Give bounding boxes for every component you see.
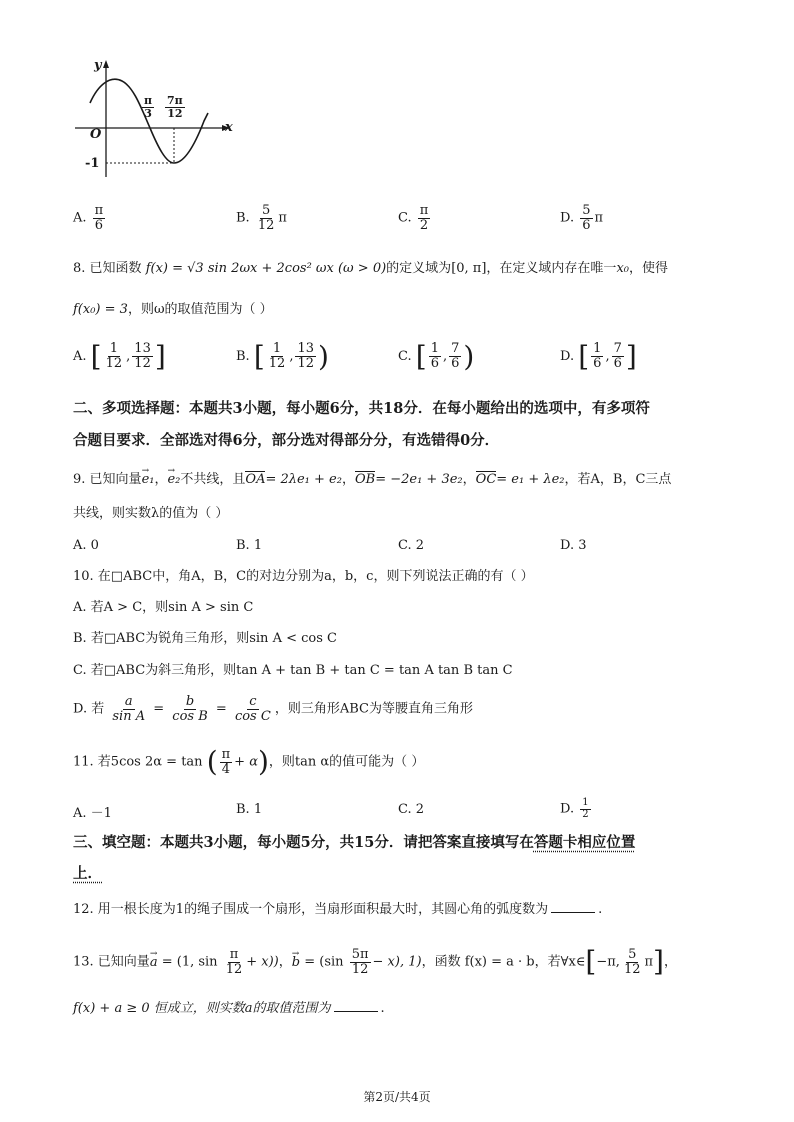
q10-option-a[interactable]: A. 若A > C，则sin A > sin C xyxy=(73,600,254,615)
q7-option-c[interactable] xyxy=(398,204,432,232)
bracket-right: ] xyxy=(154,340,166,373)
q13-stem-line1 xyxy=(73,945,677,979)
q9-oc-expr: = e₁ + λe₂ xyxy=(496,472,565,487)
y-axis-arrow xyxy=(103,60,109,68)
vector-oc: OC xyxy=(475,472,497,487)
q12-stem xyxy=(73,900,602,920)
graph-minus-one-label: -1 xyxy=(85,156,100,171)
q8-domain: [0, π] xyxy=(451,261,487,276)
option-fraction xyxy=(612,342,624,370)
paren-right: ) xyxy=(257,745,269,779)
section3-heading-emphasis: 答题卡相应位置 xyxy=(533,834,636,851)
q9-stem-line1 xyxy=(73,470,671,490)
q10-option-d[interactable] xyxy=(73,695,473,723)
frac-num: 1 xyxy=(272,341,282,357)
frac-num: 7 xyxy=(451,341,460,357)
frac-num: 7 xyxy=(613,341,622,357)
option-letter: B. xyxy=(236,210,250,226)
answer-blank[interactable] xyxy=(551,900,595,913)
q8-option-b[interactable]: B. [ $\frac{1}{12}$ , $\frac{13}{12}$ ) xyxy=(236,340,329,373)
q7-option-d[interactable] xyxy=(560,204,603,232)
section2-heading-line2: 合题目要求．全部选对得6分，部分选对得部分分，有选错得0分． xyxy=(73,432,500,449)
q9-option-a[interactable]: A. 0 xyxy=(73,538,99,553)
q8-x0: x₀ xyxy=(616,261,629,276)
graph-origin-label: O xyxy=(90,127,102,142)
option-letter: A. xyxy=(73,210,87,226)
frac-num: 13 xyxy=(297,341,314,357)
graph-x-label: x xyxy=(225,120,233,135)
q13-pre: 13. 已知向量 xyxy=(73,954,150,970)
question-number: 9. xyxy=(73,472,86,487)
bracket-left: [ xyxy=(578,340,590,373)
q11-option-b[interactable]: B. 1 xyxy=(236,802,263,817)
frac-num: 1 xyxy=(430,341,439,357)
frac-num: 5π xyxy=(351,947,369,962)
vector-oa: OA xyxy=(245,472,266,487)
q12-text: 12. 用一根长度为1的绳子围成一个扇形，当扇形面积最大时，其圆心角的弧度数为 xyxy=(73,902,549,917)
q13-function-text: ，函数 f(x) = a · b，若∀x∈ xyxy=(421,954,586,970)
q12-end: . xyxy=(598,902,603,917)
q9-t3: 不共线，且 xyxy=(180,472,246,487)
graph-y-label: y xyxy=(94,58,102,73)
option-letter: D. xyxy=(560,349,575,364)
q13-range-start: −π, xyxy=(596,954,620,970)
option-fraction xyxy=(104,342,125,370)
q13-a-eq: = (1, sin xyxy=(161,954,218,970)
option-letter: A. xyxy=(73,349,87,364)
graph-pi-third-label xyxy=(142,95,154,119)
frac-den: 6 xyxy=(613,356,622,371)
option-prefix: D. 若 xyxy=(73,701,105,717)
frac-num: π xyxy=(229,947,239,962)
q11-option-d[interactable] xyxy=(560,798,593,820)
option-fraction xyxy=(449,342,461,370)
frac-den: 2 xyxy=(582,808,589,820)
vector-b: → b xyxy=(292,953,300,973)
bracket-left: [ xyxy=(253,340,265,373)
option-fraction xyxy=(418,204,431,232)
q9-option-b[interactable]: B. 1 xyxy=(236,538,263,553)
q13-a-fraction xyxy=(224,948,245,976)
frac-den: 6 xyxy=(593,356,602,371)
option-fraction xyxy=(170,695,209,723)
option-letter: D. xyxy=(560,801,575,817)
q10-stem: 10. 在□ABC中，角A，B，C的对边分别为a，b，c，则下列说法正确的有（ ） xyxy=(73,569,534,584)
q13-b-eq: = (sin xyxy=(304,954,344,970)
q8-option-d[interactable]: D. [ $\frac{1}{6}$ , $\frac{7}{6}$ ] xyxy=(560,340,637,373)
q13-stem-line2 xyxy=(73,999,385,1019)
q8-option-c[interactable]: C. [ $\frac{1}{6}$ , $\frac{7}{6}$ ) xyxy=(398,340,475,373)
frac-den: 6 xyxy=(94,217,104,233)
q9-option-d[interactable]: D. 3 xyxy=(560,538,587,553)
option-fraction xyxy=(591,342,603,370)
vector-e2: → e₂ xyxy=(167,470,180,490)
q13-range-pi: π xyxy=(644,954,654,970)
sine-curve xyxy=(90,79,208,163)
q13-comma2: ， xyxy=(663,954,677,970)
frac-den: 6 xyxy=(451,356,460,371)
q8-text-a: 已知函数 xyxy=(89,261,142,276)
option-fraction xyxy=(267,342,288,370)
q10-option-c[interactable]: C. 若□ABC为斜三角形，则tan A + tan B + tan C = tan A tan B tan C xyxy=(73,663,513,678)
page-footer: 第2页/共4页 xyxy=(363,1090,431,1104)
q13-line2-text: f(x) + a ≥ 0 恒成立，则实数a的取值范围为 xyxy=(73,1001,331,1016)
q8-text-c: ，在定义域内存在唯一 xyxy=(486,261,617,276)
vector-ob: OB xyxy=(354,472,376,487)
q9-t6: ，若A，B，C三点 xyxy=(564,472,672,487)
option-fraction xyxy=(110,695,147,723)
q11-option-a[interactable]: A. －1 xyxy=(73,806,112,821)
q8-text-b: 的定义域为 xyxy=(386,261,452,276)
q9-oa-expr: = 2λe₁ + e₂ xyxy=(265,472,342,487)
q9-option-c[interactable]: C. 2 xyxy=(398,538,425,553)
frac-den: 3 xyxy=(144,106,152,120)
section3-heading-line2 xyxy=(73,864,102,884)
q8-text-d: ，使得 xyxy=(628,261,668,276)
q8-question: ，则ω的取值范围为（ ） xyxy=(127,302,273,317)
q11-stem xyxy=(73,745,425,779)
option-letter: C. xyxy=(398,210,412,226)
option-fraction xyxy=(295,342,316,370)
q11-fraction xyxy=(220,748,233,776)
q9-t1: 已知向量 xyxy=(89,472,142,487)
q8-stem-line1 xyxy=(73,259,668,279)
frac-num: 1 xyxy=(109,341,119,357)
frac-den: cos B xyxy=(172,708,208,724)
option-letter: D. xyxy=(560,210,575,226)
q9-t5: ， xyxy=(462,472,476,487)
q13-range-fraction xyxy=(622,948,643,976)
frac-num: b xyxy=(185,694,195,709)
vector-a: → a xyxy=(150,953,158,973)
frac-num: 13 xyxy=(134,341,151,357)
frac-num: π xyxy=(221,747,231,762)
frac-den: 12 xyxy=(297,356,314,371)
bracket-right: ] xyxy=(653,945,664,979)
paren-left: ( xyxy=(206,745,218,779)
q13-b-tail: − x), 1) xyxy=(372,954,422,970)
frac-den: sin A xyxy=(112,708,146,724)
section3-heading-line1 xyxy=(73,833,635,853)
frac-den: 4 xyxy=(221,761,231,777)
option-fraction xyxy=(256,204,277,232)
frac-num: c xyxy=(249,694,257,709)
question-number: 8. xyxy=(73,261,86,276)
option-suffix: ，则三角形ABC为等腰直角三角形 xyxy=(274,701,473,717)
q8-option-a[interactable]: A. [ $\frac{1}{12}$ , $\frac{13}{12}$ ] xyxy=(73,340,166,373)
option-pi: π xyxy=(594,210,604,226)
q13-b-fraction xyxy=(350,948,371,976)
frac-den: 6 xyxy=(430,356,439,371)
option-fraction xyxy=(429,342,441,370)
option-fraction xyxy=(580,204,592,232)
q10-option-b[interactable]: B. 若□ABC为锐角三角形，则sin A < cos C xyxy=(73,631,337,646)
frac-num: π xyxy=(94,203,104,218)
bracket-left: [ xyxy=(90,340,102,373)
frac-num: 1 xyxy=(582,797,589,808)
bracket-right: ] xyxy=(625,340,637,373)
equals-sign: = xyxy=(215,701,227,717)
section2-heading-line1: 二、多项选择题：本题共3小题，每小题6分，共18分．在每小题给出的选项中，有多项符 xyxy=(73,400,650,417)
frac-den: 6 xyxy=(582,217,591,233)
frac-den: 12 xyxy=(623,961,641,977)
option-letter: C. xyxy=(398,349,412,364)
option-letter: B. xyxy=(236,349,250,364)
frac-num: 5 xyxy=(261,203,271,218)
bracket-right: ) xyxy=(463,340,475,373)
frac-num: π xyxy=(419,203,429,218)
bracket-right: ) xyxy=(318,340,329,373)
frac-num: π xyxy=(144,94,153,107)
frac-num: a xyxy=(124,694,133,709)
q13-end: . xyxy=(380,1001,385,1016)
bracket-left: [ xyxy=(415,340,427,373)
frac-num: 7π xyxy=(167,94,183,107)
q7-option-a[interactable] xyxy=(73,204,107,232)
q8-condition: f(x₀) = 3 xyxy=(73,302,128,317)
answer-blank[interactable] xyxy=(334,999,378,1012)
equals-sign: = xyxy=(153,701,165,717)
q8-function: f(x) = √3 sin 2ωx + 2cos² ωx (ω > 0) xyxy=(145,261,387,276)
q7-option-b[interactable] xyxy=(236,204,287,232)
graph-seven-pi-label xyxy=(165,95,185,119)
frac-den: 12 xyxy=(268,356,286,371)
option-pi: π xyxy=(278,210,287,226)
frac-num: 1 xyxy=(593,341,602,357)
option-fraction xyxy=(580,798,590,820)
vector-e1: → e₁ xyxy=(142,470,155,490)
frac-den: 2 xyxy=(419,217,429,233)
option-fraction xyxy=(132,342,153,370)
frac-den: cos C xyxy=(234,708,271,724)
q8-stem-line2 xyxy=(73,300,273,320)
q13-a-tail: + x)) xyxy=(246,954,279,970)
q11-pre: 11. 若5cos 2α = tan xyxy=(73,754,203,770)
frac-den: 12 xyxy=(257,217,275,233)
section3-heading-tail: 上． xyxy=(73,865,102,882)
frac-den: 12 xyxy=(225,961,243,977)
q11-post: ，则tan α的值可能为（ ） xyxy=(268,754,425,770)
option-fraction xyxy=(93,204,106,232)
q9-stem-line2: 共线，则实数λ的值为（ ） xyxy=(73,506,229,521)
q9-t4: ， xyxy=(341,472,355,487)
bracket-left: [ xyxy=(585,945,597,979)
q11-plus: + α xyxy=(234,754,258,770)
frac-den: 12 xyxy=(134,356,151,371)
frac-den: 12 xyxy=(351,961,369,977)
q9-ob-expr: = −2e₁ + 3e₂ xyxy=(375,472,463,487)
q11-option-c[interactable]: C. 2 xyxy=(398,802,425,817)
q13-comma1: ， xyxy=(278,954,292,970)
frac-den: 12 xyxy=(167,106,183,120)
section3-heading-text: 三、填空题：本题共3小题，每小题5分，共15分．请把答案直接填写在 xyxy=(73,834,534,851)
q9-t2: ， xyxy=(154,472,168,487)
frac-num: 5 xyxy=(582,203,591,218)
frac-num: 5 xyxy=(628,947,637,962)
frac-den: 12 xyxy=(105,356,123,371)
option-fraction xyxy=(233,695,273,723)
